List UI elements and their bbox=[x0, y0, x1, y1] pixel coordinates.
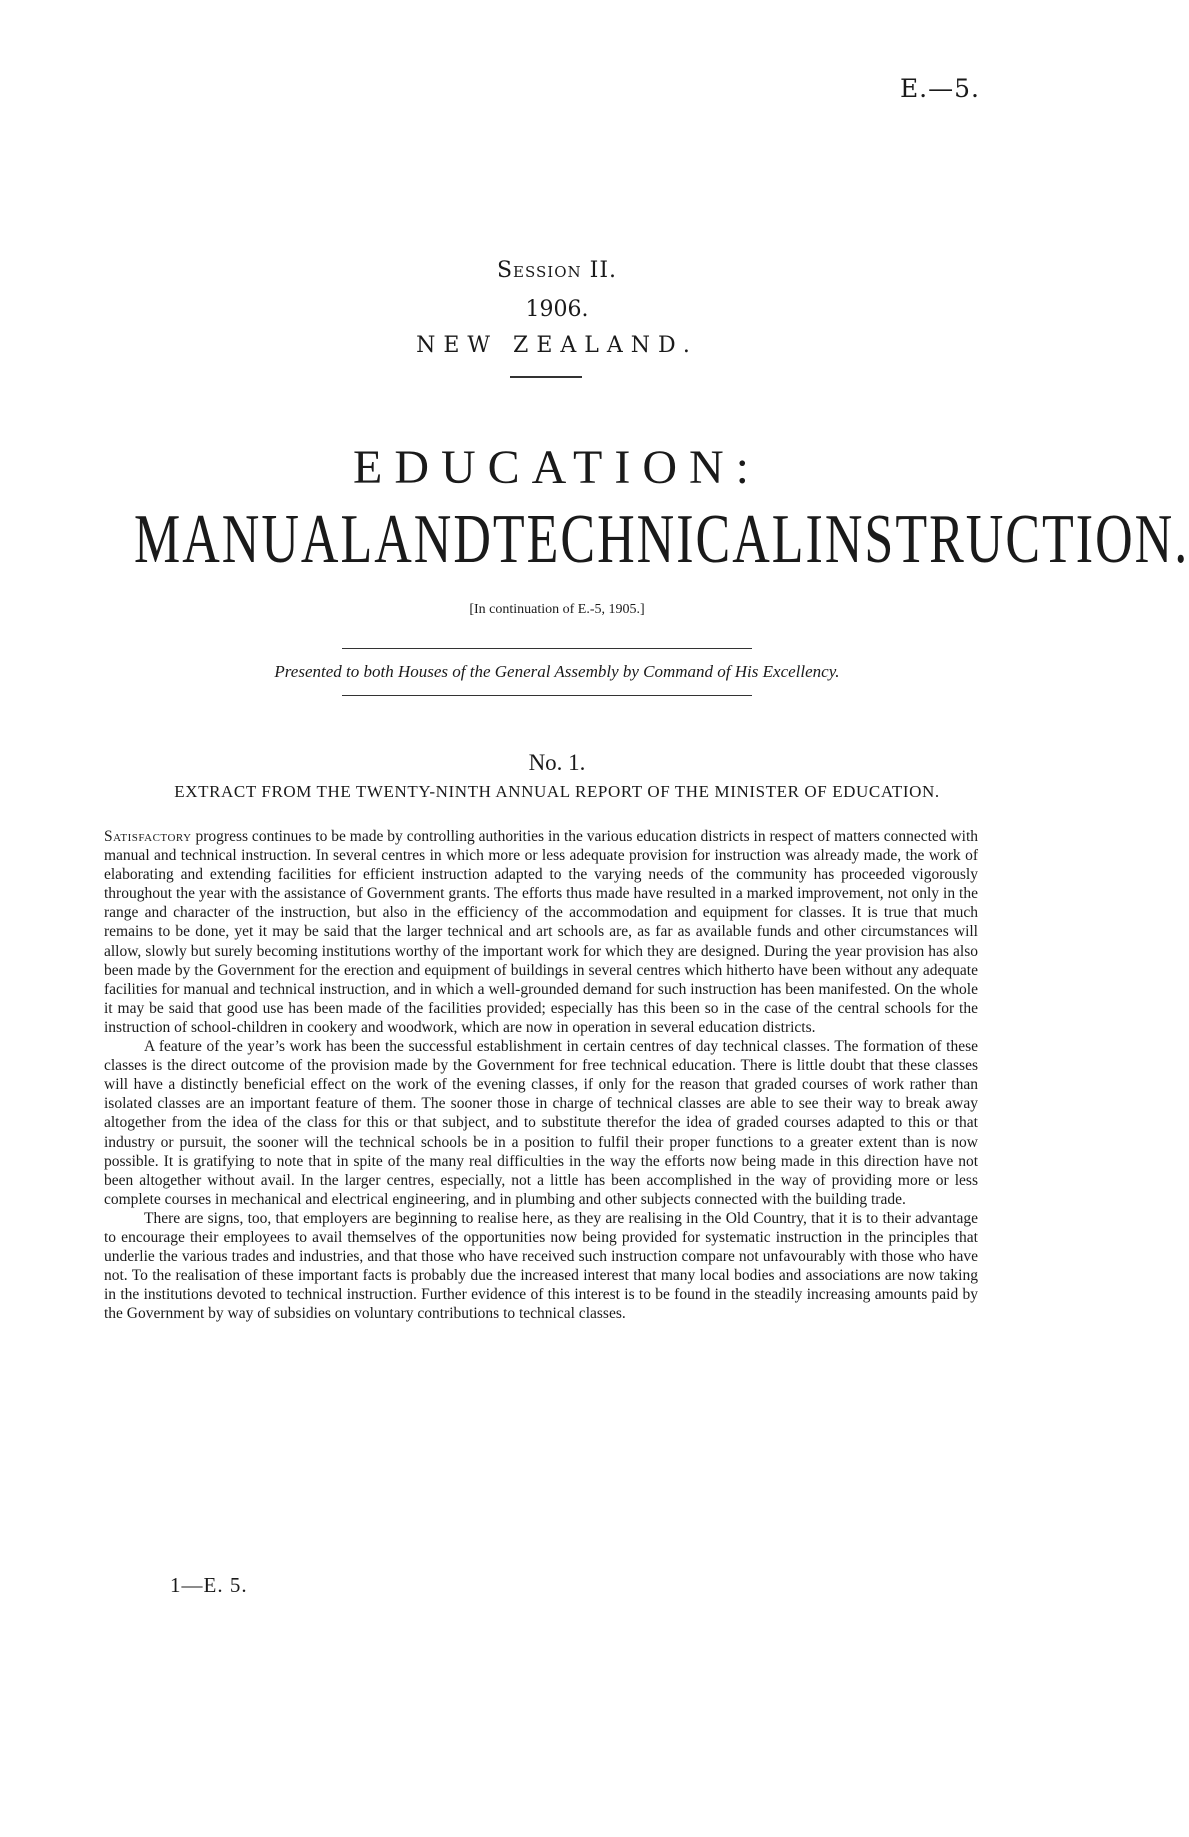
sub-title-word: TECHNICAL bbox=[492, 501, 806, 579]
report-body bbox=[104, 827, 978, 1323]
paragraph bbox=[104, 827, 978, 1037]
main-title: EDUCATION: bbox=[353, 441, 761, 494]
divider-lower bbox=[342, 695, 752, 696]
section-heading: EXTRACT FROM THE TWENTY-NINTH ANNUAL REPORT OF THE MINISTER OF EDUCATION. bbox=[174, 782, 940, 801]
divider-upper bbox=[342, 648, 752, 649]
sub-title-word: AND bbox=[374, 501, 493, 579]
folio: 1—E. 5. bbox=[170, 1573, 248, 1597]
section-number: No. 1. bbox=[528, 750, 586, 775]
paragraph-text: progress continues to be made by controlling authorities in the various education districts in respect of matters connected with manual and technical instruction. In several centres in which more or less adequate provision for instruction was already made, the work of elaborating and extending facilities for efficient instruction adapted to the varying needs of the community has proceeded vigorously throughout the year with the assistance of Government grants. The efforts thus made have resulted in a marked improvement, not only in the range and character of the instruction, but also in the efficiency of the accommodation and equipment for classes. It is true that much remains to be done, yet it may be said that the larger technical and art schools are, as far as available funds and other circumstances will allow, slowly but surely becoming institutions worthy of the important work for which they are designed. During the year provision has also been made by the Government for the erection and equipment of buildings in several centres which hitherto have been without any adequate facilities for manual and technical instruction, and in which a well-grounded demand for such instruction has been manifested. On the whole it may be said that good use has been made of the facilities provided; especially has this been so in the case of the central schools for the instruction of school-children in cookery and woodwork, which are now in operation in several education districts. bbox=[104, 828, 978, 1036]
session-label: Session II. bbox=[496, 258, 618, 283]
presented-line: Presented to both Houses of the General Assembly by Command of His Excellency. bbox=[274, 662, 840, 681]
paragraph: There are signs, too, that employers are beginning to realise here, as they are realising in the Old Country, that it is to their advantage to encourage their employees to avail themselves of the opportunities now being provided for systematic instruction in the principles that underlie the various trades and industries, and that those who have received such instruction compare not unfavourably with those who have not. To the realisation of these important facts is probably due the increased interest that many local bodies and associations are now taking in the institutions devoted to technical instruction. Further evidence of this interest is to be found in the steadily increasing amounts paid by the Government by way of subsidies on voluntary contributions to technical classes. bbox=[104, 1209, 978, 1323]
sub-title bbox=[134, 500, 1189, 580]
sub-title-word: INSTRUCTION. bbox=[805, 501, 1189, 579]
paragraph: A feature of the year’s work has been the successful establishment in certain centres of day technical classes. The formation of these classes is the direct outcome of the provision made by the Government for free technical education. There is little doubt that these classes will have a distinctly beneficial effect on the work of the evening classes, if only for the reason that graded courses of work rather than isolated classes are an important feature of them. The sooner those in charge of technical classes are able to see their way to break away altogether from the idea of the class for this or that subject, and to substitute therefor the idea of graded courses adapted to this or that industry or pursuit, the sooner will the technical schools be in a position to fulfil their proper functions to a greater extent than is now possible. It is gratifying to note that in spite of the many real difficulties in the way the efforts now being made in this direction have not been altogether without avail. In the larger centres, especially, not a little has been accomplished in the way of providing more or less complete courses in mechanical and electrical engineering, and in plumbing and other subjects connected with the building trade. bbox=[104, 1038, 978, 1208]
continuation-note: [In continuation of E.-5, 1905.] bbox=[469, 602, 645, 617]
paragraph-lead: Satisfactory bbox=[104, 828, 192, 845]
year-label: 1906. bbox=[525, 297, 589, 322]
page-reference: E.—5. bbox=[899, 74, 980, 103]
country-label: NEW ZEALAND. bbox=[416, 333, 698, 358]
divider-short bbox=[510, 376, 582, 378]
sub-title-word: MANUAL bbox=[134, 501, 375, 579]
